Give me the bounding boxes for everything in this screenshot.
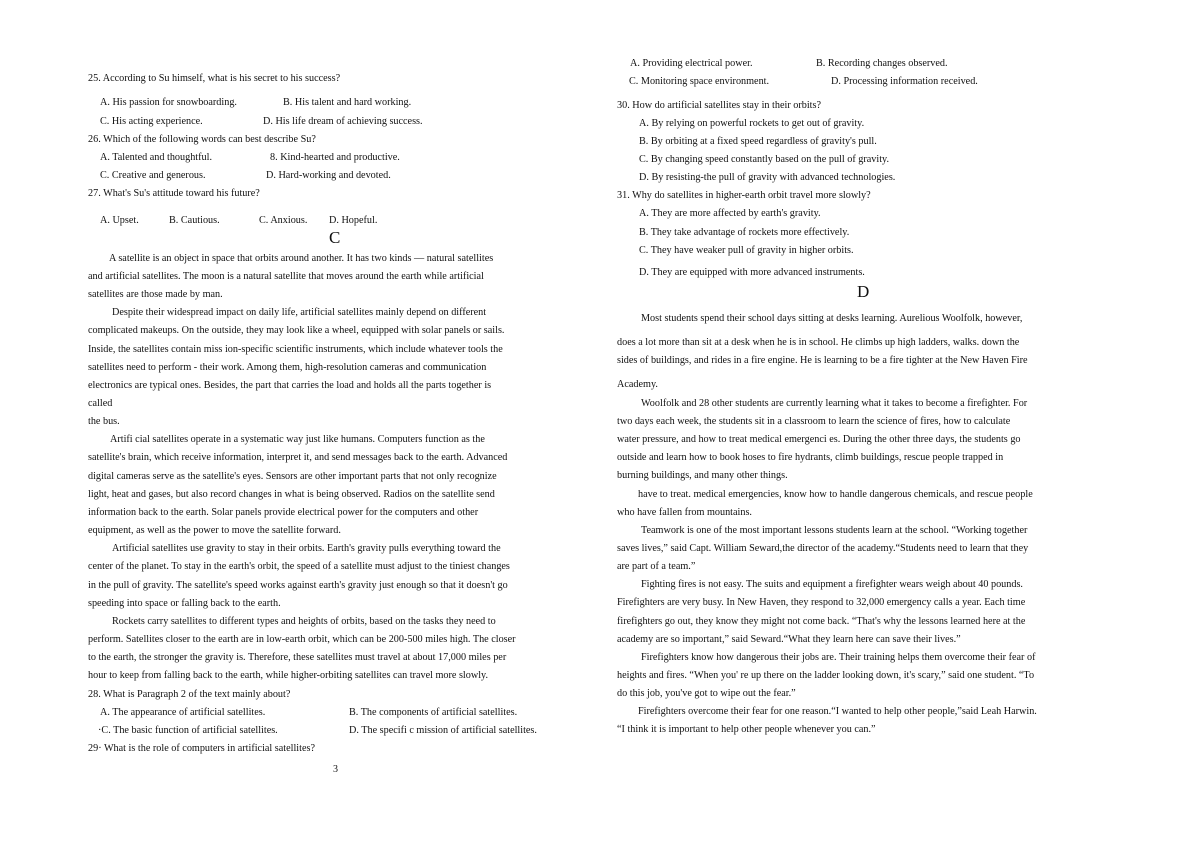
q25-option-c: C. His acting experience. <box>100 116 203 127</box>
passage-c-line: speeding into space or falling back to the earth. <box>88 598 281 609</box>
passage-c-line: perform. Satellites closer to the earth are in low-earth orbit, which can be 200-500 miles high. The closer <box>88 634 516 645</box>
passage-d-line: burning buildings, and many other things. <box>617 470 788 481</box>
passage-d-line: firefighters go out, they know they might not come back. “That's why the lessons learned here at the <box>617 616 1026 627</box>
passage-d-line: does a lot more than sit at a desk when he is in school. He climbs up high ladders, walks. down the <box>617 337 1020 348</box>
passage-d-line: outside and learn how to book hoses to fire hydrants, climb buildings, rescue people trapped in <box>617 452 1004 463</box>
passage-c-line: center of the planet. To stay in the earth's orbit, the speed of a satellite must adjust to the tiniest changes <box>88 561 510 572</box>
passage-c-line: Despite their widespread impact on daily life, artificial satellites mainly depend on different <box>112 307 487 318</box>
passage-d-line: sides of buildings, and rides in a fire engine. He is learning to be a fire tighter at the New Haven Fire <box>617 355 1028 366</box>
q25-option-d: D. His life dream of achieving success. <box>263 116 423 127</box>
question-29-stem: 29· What is the role of computers in artificial satellites? <box>88 743 315 754</box>
q27-option-d: D. Hopeful. <box>329 215 378 226</box>
q28-option-b: B. The components of artificial satellites. <box>349 707 518 718</box>
passage-c-line: satellites need to perform - their work. Among them, high-resolution cameras and communication <box>88 362 487 373</box>
q27-option-b: B. Cautious. <box>169 215 220 226</box>
passage-d-line: Woolfolk and 28 other students are currently learning what it takes to become a firefighter. For <box>641 398 1028 409</box>
page-number: 3 <box>333 764 338 775</box>
section-heading-d: D <box>857 282 870 301</box>
q26-option-d: D. Hard-working and devoted. <box>266 170 391 181</box>
passage-c-line: satellite's brain, which receive information, interpret it, and send messages back to the earth. Advanced <box>88 452 508 463</box>
q30-option-c: C. By changing speed constantly based on the pull of gravity. <box>639 154 890 165</box>
passage-d-line: Teamwork is one of the most important lessons students learn at the school. “Working together <box>641 525 1028 536</box>
passage-d-line: Fighting fires is not easy. The suits and equipment a firefighter wears weigh about 40 pounds. <box>641 579 1023 590</box>
passage-d-line: saves lives,” said Capt. William Seward,the director of the academy.“Students need to learn that they <box>617 543 1029 554</box>
passage-c-line: equipment, as well as the power to move the satellite forward. <box>88 525 341 536</box>
passage-d-line: “I think it is important to help other people whenever you can.” <box>617 724 876 735</box>
q31-option-b: B. They take advantage of rockets more effectively. <box>639 227 850 238</box>
passage-d-line: Firefighters overcome their fear for one reason.“I wanted to help other people,”said Leah Harwin. <box>638 706 1037 717</box>
passage-c-line: light, heat and gases, but also record changes in what is being observed. Radios on the satellite send <box>88 489 495 500</box>
passage-d-line: heights and fires. “When you' re up there on the ladder looking down, it's scary,” said one student. “To <box>617 670 1035 681</box>
q28-option-d: D. The specifi c mission of artificial satellites. <box>349 725 537 736</box>
passage-c-line: to the earth, the stronger the gravity is. Therefore, these satellites must travel at about 17,000 miles per <box>88 652 507 663</box>
q29-option-c: C. Monitoring space environment. <box>629 76 770 87</box>
passage-c-line: satellites are those made by man. <box>88 289 223 300</box>
passage-c-line: Rockets carry satellites to different types and heights of orbits, based on the tasks they need to <box>112 616 496 627</box>
q29-option-b: B. Recording changes observed. <box>816 58 948 69</box>
q27-option-a: A. Upset. <box>100 215 139 226</box>
passage-d-line: Academy. <box>617 379 658 390</box>
passage-c-line: in the pull of gravity. The satellite's speed works against earth's gravity just enough so that it doesn't go <box>88 580 508 591</box>
passage-d-line: Firefighters know how dangerous their jobs are. Their training helps them overcome their fear of <box>641 652 1036 663</box>
question-26-stem: 26. Which of the following words can best describe Su? <box>88 134 316 145</box>
passage-c-line: Artifi cial satellites operate in a systematic way just like humans. Computers function as the <box>110 434 485 445</box>
passage-c-line: Inside, the satellites contain miss ion-specific scientific instruments, which include whatever tools the <box>88 344 503 355</box>
passage-d-line: do this job, you've got to wipe out the fear.” <box>617 688 796 699</box>
q29-option-a: A. Providing electrical power. <box>630 58 753 69</box>
q30-option-b: B. By orbiting at a fixed speed regardless of gravity's pull. <box>639 136 877 147</box>
q29-option-d: D. Processing information received. <box>831 76 978 87</box>
q30-option-d: D. By resisting-the pull of gravity with advanced technologies. <box>639 172 896 183</box>
passage-d-line: are part of a team.” <box>617 561 696 572</box>
passage-d-line: two days each week, the students sit in a classroom to learn the science of fires, how to calculate <box>617 416 1011 427</box>
q26-option-c: C. Creative and generous. <box>100 170 206 181</box>
passage-c-line: called <box>88 398 113 409</box>
passage-d-line: academy are so important,” said Seward.“What they learn here can save their lives.” <box>617 634 961 645</box>
q31-option-d: D. They are equipped with more advanced instruments. <box>639 267 865 278</box>
q28-option-a: A. The appearance of artificial satellites. <box>100 707 266 718</box>
passage-c-line: information back to the earth. Solar panels provide electrical power for the computers and other <box>88 507 479 518</box>
passage-c-line: hour to keep from falling back to the earth, while higher-orbiting satellites can travel more slowly. <box>88 670 489 681</box>
passage-c-line: digital cameras serve as the satellite's eyes. Sensors are other important parts that not only recognize <box>88 471 497 482</box>
passage-c-line: and artificial satellites. The moon is a natural satellite that moves around the earth while artificial <box>88 271 484 282</box>
question-25-stem: 25. According to Su himself, what is his secret to his success? <box>88 73 341 84</box>
q31-option-a: A. They are more affected by earth's gravity. <box>639 208 821 219</box>
passage-d-line: have to treat. medical emergencies, know how to handle dangerous chemicals, and rescue people <box>638 489 1033 500</box>
q25-option-a: A. His passion for snowboarding. <box>100 97 237 108</box>
q26-option-a: A. Talented and thoughtful. <box>100 152 212 163</box>
passage-d-line: Most students spend their school days sitting at desks learning. Aurelious Woolfolk, however, <box>641 313 1023 324</box>
passage-c-line: A satellite is an object in space that orbits around another. It has two kinds — natural satellites <box>109 253 494 264</box>
question-27-stem: 27. What's Su's attitude toward his future? <box>88 188 260 199</box>
question-28-stem: 28. What is Paragraph 2 of the text mainly about? <box>88 689 291 700</box>
q30-option-a: A. By relying on powerful rockets to get out of gravity. <box>639 118 865 129</box>
passage-d-line: Firefighters are very busy. In New Haven, they respond to 32,000 emergency calls a year. Each time <box>617 597 1026 608</box>
passage-c-line: electronics are typical ones. Besides, the part that carries the load and holds all the parts together is <box>88 380 492 391</box>
passage-c-line: the bus. <box>88 416 120 427</box>
passage-d-line: water pressure, and how to treat medical emergenci es. During the other three days, the students go <box>617 434 1021 445</box>
question-30-stem: 30. How do artificial satellites stay in their orbits? <box>617 100 821 111</box>
passage-c-line: complicated makeups. On the outside, they may look like a wheel, equipped with solar panels or sails. <box>88 325 505 336</box>
section-heading-c: C <box>329 228 341 247</box>
q25-option-b: B. His talent and hard working. <box>283 97 412 108</box>
q26-option-b: 8. Kind-hearted and productive. <box>270 152 400 163</box>
question-31-stem: 31. Why do satellites in higher-earth orbit travel more slowly? <box>617 190 871 201</box>
passage-d-line: who have fallen from mountains. <box>617 507 752 518</box>
q31-option-c: C. They have weaker pull of gravity in higher orbits. <box>639 245 854 256</box>
q27-option-c: C. Anxious. <box>259 215 308 226</box>
passage-c-line: Artificial satellites use gravity to stay in their orbits. Earth's gravity pulls everything toward the <box>112 543 501 554</box>
q28-option-c: ·C. The basic function of artificial satellites. <box>98 725 278 736</box>
